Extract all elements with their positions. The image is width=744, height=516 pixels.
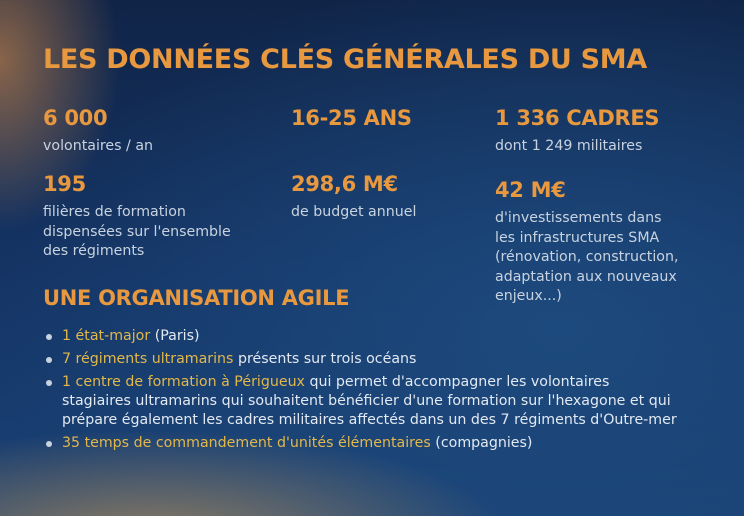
item-text-line: stagiaires ultramarins qui souhaitent bénéficier d'une formation sur l'hexagone et qui — [62, 393, 671, 409]
stat-value: 298,6 M€ — [291, 172, 398, 196]
stat-cadres — [495, 106, 659, 157]
stat-description — [43, 137, 153, 157]
item-highlight: 7 régiments ultramarins — [62, 351, 234, 367]
bullet-icon — [46, 380, 52, 386]
item-text: (Paris) — [150, 328, 200, 344]
organisation-list — [43, 327, 733, 457]
stat-filieres — [43, 172, 231, 262]
stat-volontaires — [43, 106, 153, 157]
list-item — [43, 327, 733, 346]
stat-value: 195 — [43, 172, 86, 196]
item-text: présents sur trois océans — [233, 351, 417, 367]
stat-value: 16-25 ANS — [291, 106, 412, 130]
item-highlight: 1 état-major — [62, 328, 151, 344]
bullet-icon — [46, 441, 52, 447]
stat-description — [495, 137, 659, 157]
bullet-icon — [46, 334, 52, 340]
stat-description — [495, 209, 678, 307]
item-highlight: 35 temps de commandement d'unités élémentaires — [62, 435, 431, 451]
page-title: LES DONNÉES CLÉS GÉNÉRALES DU SMA — [43, 44, 647, 75]
item-text: (compagnies) — [430, 435, 533, 451]
stat-description — [43, 203, 231, 262]
stat-description-line: filières de formation — [43, 204, 186, 220]
stat-description — [291, 203, 416, 223]
stat-description-line: enjeux...) — [495, 288, 562, 304]
stat-description-line: dispensées sur l'ensemble — [43, 223, 231, 240]
list-item — [43, 350, 733, 369]
stat-value: 42 M€ — [495, 178, 566, 202]
item-text: qui permet d'accompagner les volontaires — [304, 374, 610, 390]
stat-budget — [291, 172, 416, 223]
stat-value: 6 000 — [43, 106, 108, 130]
stat-description-line: volontaires / an — [43, 138, 154, 154]
stat-description-line: adaptation aux nouveaux — [495, 268, 677, 285]
stat-description-line: de budget annuel — [291, 204, 417, 220]
stat-description-line: d'investissements dans — [495, 210, 662, 226]
bullet-icon — [46, 357, 52, 363]
stat-age — [291, 106, 412, 130]
item-text-line: prépare également les cadres militaires affectés dans un des 7 régiments d'Outre-mer — [62, 412, 677, 428]
stat-investissements — [495, 178, 678, 307]
stat-description-line: (rénovation, construction, — [495, 249, 679, 265]
stat-description-line: des régiments — [43, 243, 145, 259]
item-highlight: 1 centre de formation à Périgueux — [62, 374, 305, 390]
stat-description-line: les infrastructures SMA — [495, 229, 660, 246]
list-item — [43, 434, 733, 453]
list-item — [43, 373, 733, 430]
stat-description-line: dont 1 249 militaires — [495, 138, 643, 154]
stat-value: 1 336 CADRES — [495, 106, 660, 130]
section-title: UNE ORGANISATION AGILE — [43, 286, 350, 310]
